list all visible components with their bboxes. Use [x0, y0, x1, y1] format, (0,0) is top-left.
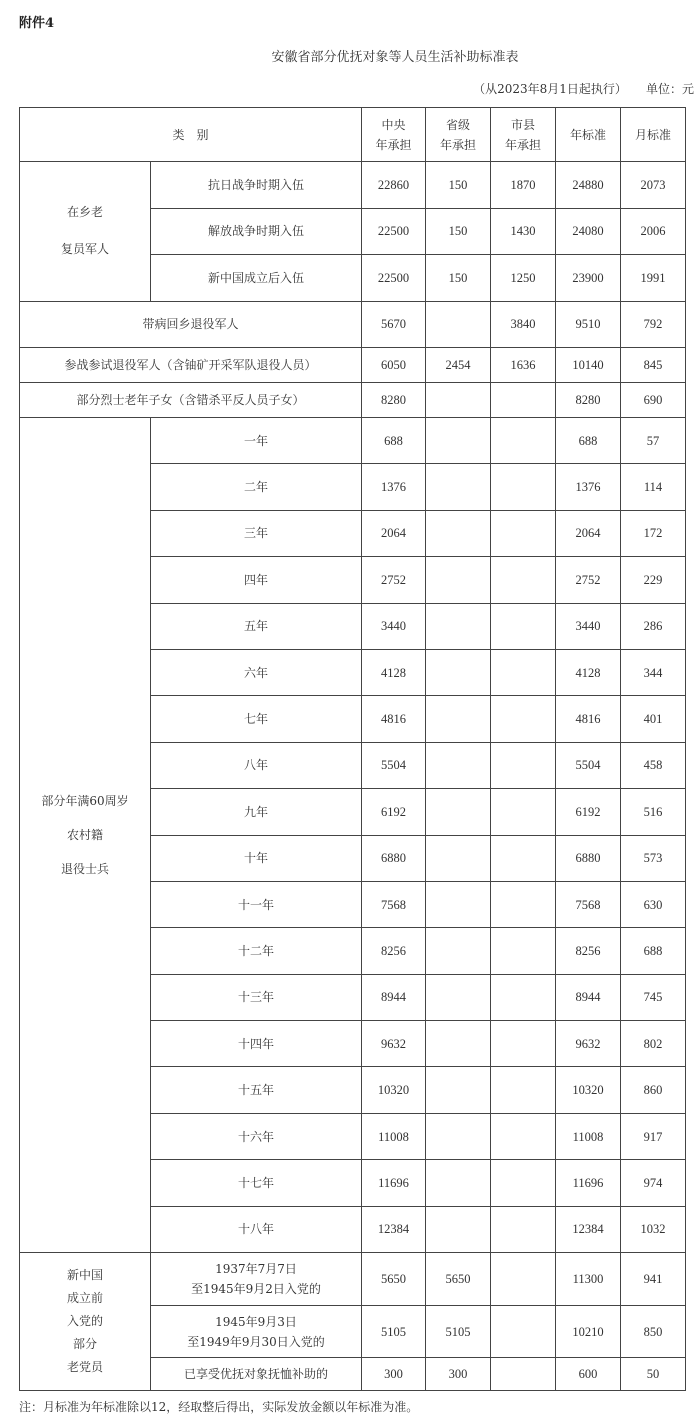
- city-value: [491, 1067, 556, 1113]
- annual-value: 8280: [556, 383, 621, 418]
- row-label: 1937年7月7日 至1945年9月2日入党的: [151, 1253, 362, 1306]
- unit-label: 单位：元: [645, 82, 694, 96]
- effective-date-unit: [473, 80, 694, 97]
- central-value: 22500: [362, 255, 426, 302]
- effective-date: （从2023年8月1日起执行）: [473, 82, 627, 96]
- header-city: 市县 年承担: [491, 108, 556, 162]
- row-label: 十六年: [151, 1113, 362, 1159]
- monthly-value: 1032: [621, 1206, 686, 1252]
- annual-value: 4128: [556, 649, 621, 695]
- row-label: 五年: [151, 603, 362, 649]
- row-label: 八年: [151, 742, 362, 788]
- city-value: [491, 789, 556, 835]
- province-value: [426, 974, 491, 1020]
- header-row: [20, 108, 686, 162]
- city-value: [491, 1113, 556, 1159]
- province-value: 2454: [426, 348, 491, 383]
- group-rural-veterans: 在乡老 复员军人: [20, 162, 151, 302]
- header-central: 中央 年承担: [362, 108, 426, 162]
- city-value: [491, 1253, 556, 1306]
- monthly-value: 974: [621, 1160, 686, 1206]
- city-value: [491, 1358, 556, 1391]
- annual-value: 6192: [556, 789, 621, 835]
- row-label: 部分烈士老年子女（含错杀平反人员子女）: [20, 383, 362, 418]
- province-value: 300: [426, 1358, 491, 1391]
- central-value: 6880: [362, 835, 426, 881]
- central-value: 1376: [362, 464, 426, 510]
- row-label: 七年: [151, 696, 362, 742]
- header-category: 类 别: [20, 108, 362, 162]
- table-row: [20, 1253, 686, 1306]
- central-value: 7568: [362, 881, 426, 927]
- city-value: [491, 649, 556, 695]
- central-value: 11696: [362, 1160, 426, 1206]
- header-province: 省级 年承担: [426, 108, 491, 162]
- province-value: [426, 1160, 491, 1206]
- subsidy-standards-table: [19, 107, 686, 1391]
- header-annual: 年标准: [556, 108, 621, 162]
- province-value: [426, 696, 491, 742]
- monthly-value: 688: [621, 928, 686, 974]
- city-value: [491, 1306, 556, 1358]
- central-value: 5670: [362, 301, 426, 348]
- row-label: 参战参试退役军人（含铀矿开采军队退役人员）: [20, 348, 362, 383]
- annual-value: 2752: [556, 557, 621, 603]
- row-label: 十一年: [151, 881, 362, 927]
- province-value: [426, 301, 491, 348]
- annual-value: 8944: [556, 974, 621, 1020]
- central-value: 4128: [362, 649, 426, 695]
- row-label: 1945年9月3日 至1949年9月30日入党的: [151, 1306, 362, 1358]
- province-value: [426, 835, 491, 881]
- province-value: [426, 603, 491, 649]
- monthly-value: 344: [621, 649, 686, 695]
- annual-value: 10210: [556, 1306, 621, 1358]
- city-value: [491, 603, 556, 649]
- central-value: 4816: [362, 696, 426, 742]
- group-old-party: 新中国 成立前 入党的 部分 老党员: [20, 1253, 151, 1391]
- annual-value: 600: [556, 1358, 621, 1391]
- table-row: [20, 301, 686, 348]
- province-value: [426, 928, 491, 974]
- annual-value: 12384: [556, 1206, 621, 1252]
- city-value: 1430: [491, 208, 556, 255]
- row-label: 九年: [151, 789, 362, 835]
- annual-value: 23900: [556, 255, 621, 302]
- row-label: 十五年: [151, 1067, 362, 1113]
- central-value: 8280: [362, 383, 426, 418]
- central-value: 5504: [362, 742, 426, 788]
- monthly-value: 2073: [621, 162, 686, 209]
- central-value: 688: [362, 418, 426, 464]
- document-title: 安徽省部分优抚对象等人员生活补助标准表: [271, 50, 519, 65]
- attachment-label: 附件4: [19, 16, 55, 31]
- central-value: 9632: [362, 1021, 426, 1067]
- annual-value: 3440: [556, 603, 621, 649]
- annual-value: 10320: [556, 1067, 621, 1113]
- province-value: [426, 383, 491, 418]
- province-value: [426, 557, 491, 603]
- table-row: [20, 348, 686, 383]
- province-value: 150: [426, 162, 491, 209]
- province-value: [426, 881, 491, 927]
- row-label: 十三年: [151, 974, 362, 1020]
- row-label: 十四年: [151, 1021, 362, 1067]
- annual-value: 9632: [556, 1021, 621, 1067]
- row-label: 一年: [151, 418, 362, 464]
- monthly-value: 792: [621, 301, 686, 348]
- annual-value: 7568: [556, 881, 621, 927]
- monthly-value: 573: [621, 835, 686, 881]
- central-value: 10320: [362, 1067, 426, 1113]
- central-value: 3440: [362, 603, 426, 649]
- annual-value: 11008: [556, 1113, 621, 1159]
- row-label: 十二年: [151, 928, 362, 974]
- row-label: 二年: [151, 464, 362, 510]
- monthly-value: 845: [621, 348, 686, 383]
- monthly-value: 114: [621, 464, 686, 510]
- central-value: 12384: [362, 1206, 426, 1252]
- monthly-value: 229: [621, 557, 686, 603]
- footnote: 注：月标准为年标准除以12，经取整后得出，实际发放金额以年标准为准。: [19, 1400, 419, 1414]
- monthly-value: 690: [621, 383, 686, 418]
- annual-value: 8256: [556, 928, 621, 974]
- central-value: 300: [362, 1358, 426, 1391]
- monthly-value: 850: [621, 1306, 686, 1358]
- province-value: [426, 649, 491, 695]
- annual-value: 24080: [556, 208, 621, 255]
- province-value: [426, 1113, 491, 1159]
- city-value: [491, 510, 556, 556]
- province-value: 5650: [426, 1253, 491, 1306]
- header-monthly: 月标准: [621, 108, 686, 162]
- monthly-value: 286: [621, 603, 686, 649]
- row-label: 抗日战争时期入伍: [151, 162, 362, 209]
- row-label: 六年: [151, 649, 362, 695]
- city-value: [491, 928, 556, 974]
- row-label: 新中国成立后入伍: [151, 255, 362, 302]
- city-value: 1870: [491, 162, 556, 209]
- table-row: [20, 162, 686, 209]
- city-value: [491, 464, 556, 510]
- city-value: [491, 881, 556, 927]
- monthly-value: 745: [621, 974, 686, 1020]
- city-value: [491, 1160, 556, 1206]
- province-value: 5105: [426, 1306, 491, 1358]
- central-value: 8256: [362, 928, 426, 974]
- province-value: [426, 464, 491, 510]
- monthly-value: 630: [621, 881, 686, 927]
- annual-value: 4816: [556, 696, 621, 742]
- row-label: 四年: [151, 557, 362, 603]
- monthly-value: 172: [621, 510, 686, 556]
- city-value: 1636: [491, 348, 556, 383]
- province-value: [426, 418, 491, 464]
- province-value: [426, 1206, 491, 1252]
- annual-value: 10140: [556, 348, 621, 383]
- province-value: [426, 510, 491, 556]
- central-value: 2752: [362, 557, 426, 603]
- row-label: 已享受优抚对象抚恤补助的: [151, 1358, 362, 1391]
- city-value: [491, 1206, 556, 1252]
- province-value: 150: [426, 208, 491, 255]
- city-value: [491, 835, 556, 881]
- monthly-value: 1991: [621, 255, 686, 302]
- central-value: 22500: [362, 208, 426, 255]
- city-value: 3840: [491, 301, 556, 348]
- central-value: 5650: [362, 1253, 426, 1306]
- city-value: [491, 1021, 556, 1067]
- monthly-value: 458: [621, 742, 686, 788]
- monthly-value: 516: [621, 789, 686, 835]
- city-value: [491, 418, 556, 464]
- monthly-value: 50: [621, 1358, 686, 1391]
- province-value: [426, 1067, 491, 1113]
- annual-value: 24880: [556, 162, 621, 209]
- table-row: [20, 418, 686, 464]
- row-label: 三年: [151, 510, 362, 556]
- annual-value: 6880: [556, 835, 621, 881]
- city-value: 1250: [491, 255, 556, 302]
- city-value: [491, 557, 556, 603]
- table-row: [20, 383, 686, 418]
- row-label: 十八年: [151, 1206, 362, 1252]
- monthly-value: 917: [621, 1113, 686, 1159]
- monthly-value: 2006: [621, 208, 686, 255]
- city-value: [491, 383, 556, 418]
- annual-value: 11300: [556, 1253, 621, 1306]
- annual-value: 688: [556, 418, 621, 464]
- row-label: 解放战争时期入伍: [151, 208, 362, 255]
- central-value: 5105: [362, 1306, 426, 1358]
- province-value: [426, 1021, 491, 1067]
- province-value: 150: [426, 255, 491, 302]
- monthly-value: 941: [621, 1253, 686, 1306]
- city-value: [491, 696, 556, 742]
- central-value: 8944: [362, 974, 426, 1020]
- monthly-value: 802: [621, 1021, 686, 1067]
- row-label: 带病回乡退役军人: [20, 301, 362, 348]
- row-label: 十年: [151, 835, 362, 881]
- central-value: 6192: [362, 789, 426, 835]
- monthly-value: 57: [621, 418, 686, 464]
- central-value: 6050: [362, 348, 426, 383]
- annual-value: 2064: [556, 510, 621, 556]
- province-value: [426, 789, 491, 835]
- province-value: [426, 742, 491, 788]
- row-label: 十七年: [151, 1160, 362, 1206]
- group-rural-soldiers: 部分年满60周岁 农村籍 退役士兵: [20, 418, 151, 1253]
- central-value: 2064: [362, 510, 426, 556]
- monthly-value: 860: [621, 1067, 686, 1113]
- annual-value: 5504: [556, 742, 621, 788]
- monthly-value: 401: [621, 696, 686, 742]
- central-value: 22860: [362, 162, 426, 209]
- annual-value: 9510: [556, 301, 621, 348]
- city-value: [491, 742, 556, 788]
- annual-value: 11696: [556, 1160, 621, 1206]
- central-value: 11008: [362, 1113, 426, 1159]
- annual-value: 1376: [556, 464, 621, 510]
- city-value: [491, 974, 556, 1020]
